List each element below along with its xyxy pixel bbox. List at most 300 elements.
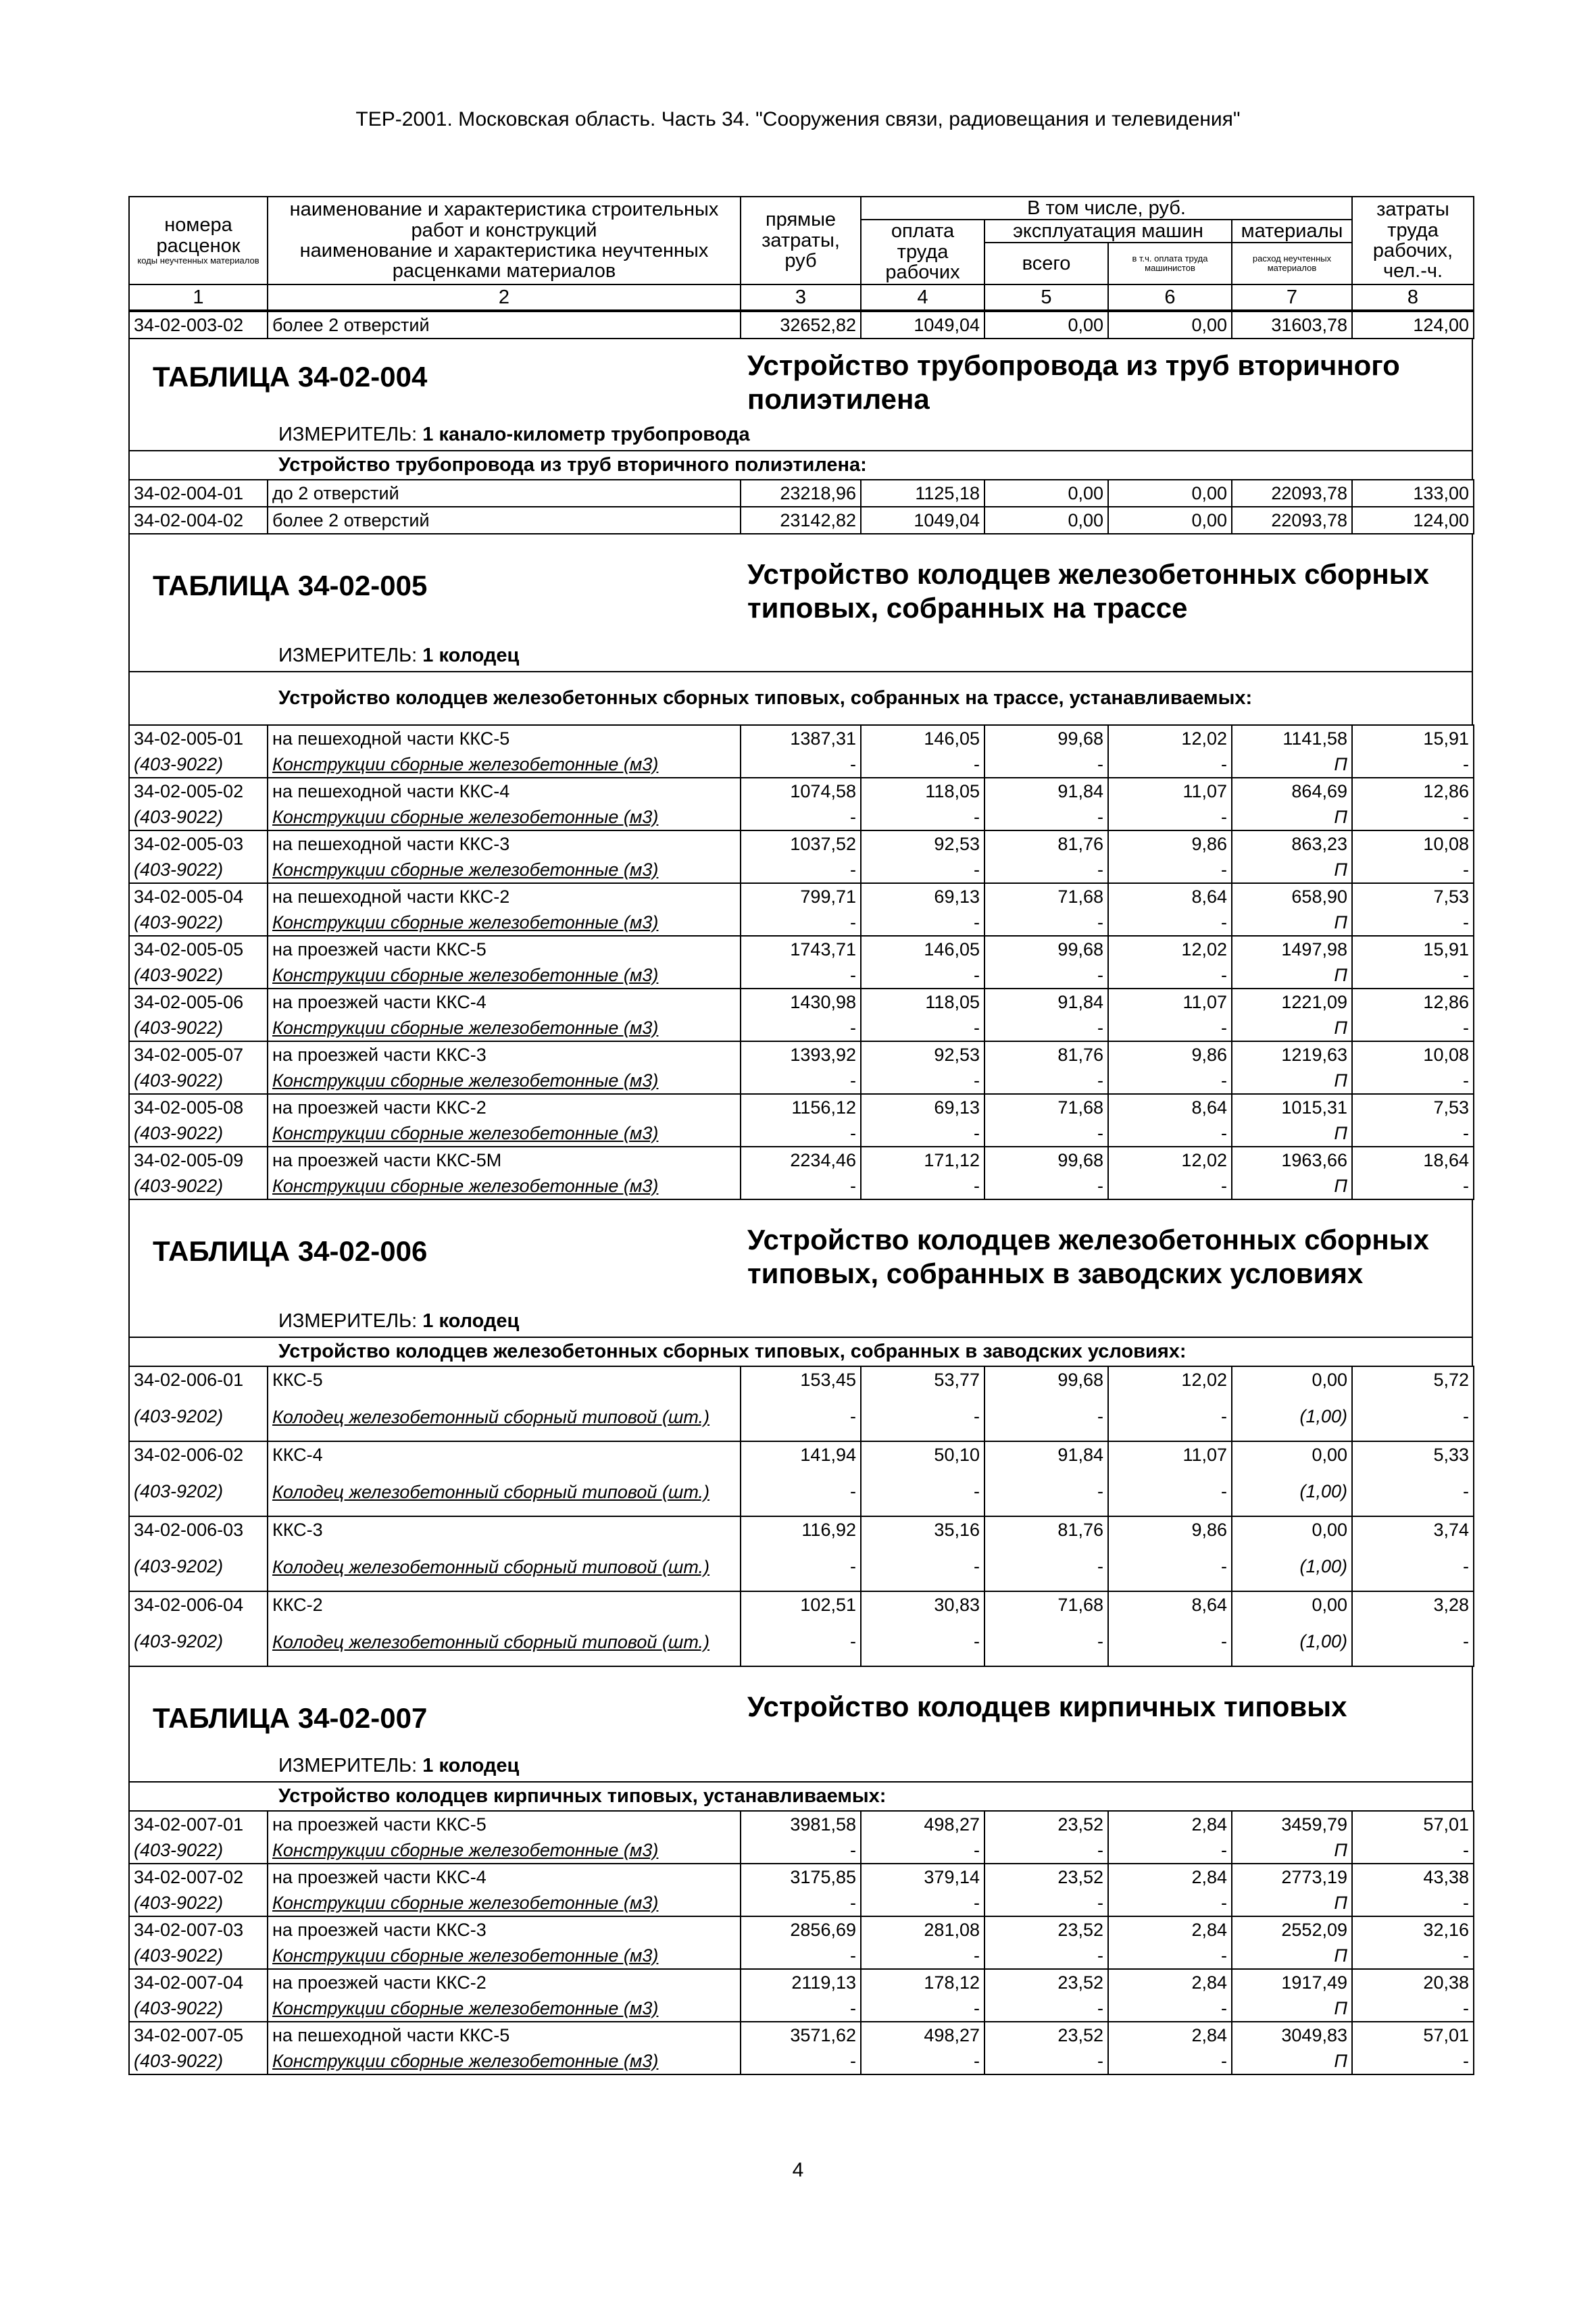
table-cell: - (1352, 1173, 1474, 1199)
rows-34-02-005 (128, 724, 1474, 1200)
table-cell: на проезжей части ККС-4 (268, 1864, 741, 1890)
price-sheet (128, 196, 1473, 2075)
table-cell: - (1352, 1943, 1474, 1969)
table-row (129, 830, 1474, 857)
table-cell: 2,84 (1108, 1969, 1232, 1995)
sub-row (129, 1393, 1474, 1441)
table-cell: - (984, 857, 1108, 883)
table-cell: ККС-3 (268, 1516, 741, 1543)
table-cell: - (1108, 1468, 1232, 1516)
table-cell: Колодец железобетонный сборный типовой (шт.) (268, 1618, 741, 1666)
table-cell: 0,00 (1108, 507, 1232, 534)
col-num: 6 (1108, 284, 1232, 310)
table-title: Устройство колодцев кирпичных типовых (747, 1691, 1347, 1723)
table-cell: 0,00 (1232, 1516, 1352, 1543)
col-num: 1 (129, 284, 268, 310)
table-cell: - (984, 751, 1108, 778)
table-cell: - (741, 1618, 861, 1666)
table-cell: 23,52 (984, 1916, 1108, 1943)
table-cell: 9,86 (1108, 1041, 1232, 1068)
sub-row (129, 1995, 1474, 2022)
table-cell: 34-02-005-05 (129, 936, 268, 962)
table-cell: ККС-2 (268, 1591, 741, 1618)
table-cell: 71,68 (984, 1591, 1108, 1618)
table-cell: - (1352, 1543, 1474, 1591)
table-cell: - (741, 962, 861, 989)
table-cell: П (1232, 1015, 1352, 1041)
header-machines-total: всего (984, 243, 1108, 284)
table-cell: 1497,98 (1232, 936, 1352, 962)
table-cell: П (1232, 2048, 1352, 2074)
table-cell: - (1352, 751, 1474, 778)
table-cell: Конструкции сборные железобетонные (м3) (268, 804, 741, 830)
table-cell: П (1232, 1173, 1352, 1199)
sub-row (129, 1120, 1474, 1147)
table-cell: - (984, 1068, 1108, 1094)
table-cell: 23,52 (984, 1969, 1108, 1995)
table-cell: 34-02-006-03 (129, 1516, 268, 1543)
table-cell: 22093,78 (1232, 480, 1352, 507)
table-cell: 2119,13 (741, 1969, 861, 1995)
table-cell: - (1352, 857, 1474, 883)
table-cell: 34-02-005-06 (129, 989, 268, 1015)
table-cell: 10,08 (1352, 1041, 1474, 1068)
table-cell: 92,53 (861, 830, 984, 857)
table-cell: 1125,18 (861, 480, 984, 507)
table-cell: - (1108, 910, 1232, 936)
table-cell: Конструкции сборные железобетонные (м3) (268, 962, 741, 989)
table-cell: 34-02-006-01 (129, 1366, 268, 1393)
table-cell: - (984, 1120, 1108, 1147)
table-cell: 12,86 (1352, 778, 1474, 804)
table-cell: 12,02 (1108, 936, 1232, 962)
table-cell: - (984, 1943, 1108, 1969)
table-cell: - (861, 1618, 984, 1666)
table-cell: 8,64 (1108, 1094, 1232, 1120)
table-cell: 1430,98 (741, 989, 861, 1015)
table-row (129, 1864, 1474, 1890)
table-34-02-007 (128, 1667, 1473, 1810)
table-cell: (1,00) (1232, 1543, 1352, 1591)
meter: ИЗМЕРИТЕЛЬ: 1 колодец (278, 1755, 520, 1777)
rows-34-02-007 (128, 1810, 1474, 2075)
table-cell: 118,05 (861, 989, 984, 1015)
table-cell: (403-9022) (129, 804, 268, 830)
table-cell: 864,69 (1232, 778, 1352, 804)
table-row (129, 480, 1474, 507)
col-num: 5 (984, 284, 1108, 310)
table-cell: на проезжей части ККС-5М (268, 1147, 741, 1173)
table-cell: 2773,19 (1232, 1864, 1352, 1890)
table-cell: 799,71 (741, 883, 861, 910)
table-cell: (403-9022) (129, 1068, 268, 1094)
table-cell: 0,00 (984, 480, 1108, 507)
table-cell: П (1232, 804, 1352, 830)
table-title: Устройство колодцев железобетонных сборных типовых, собранных в заводских условиях (747, 1224, 1429, 1289)
sub-row (129, 1468, 1474, 1516)
table-cell: 23142,82 (741, 507, 861, 534)
table-cell: на проезжей части ККС-4 (268, 989, 741, 1015)
table-cell: - (1108, 2048, 1232, 2074)
table-cell: - (1352, 1393, 1474, 1441)
table-cell: - (1352, 1015, 1474, 1041)
table-cell: 81,76 (984, 1041, 1108, 1068)
table-cell: - (861, 1393, 984, 1441)
table-cell: - (741, 1890, 861, 1916)
table-cell: 69,13 (861, 1094, 984, 1120)
table-cell: 281,08 (861, 1916, 984, 1943)
table-cell: Конструкции сборные железобетонные (м3) (268, 1173, 741, 1199)
table-cell: 153,45 (741, 1366, 861, 1393)
table-cell: - (741, 751, 861, 778)
table-cell: Конструкции сборные железобетонные (м3) (268, 1120, 741, 1147)
table-cell: - (861, 1890, 984, 1916)
col-num: 4 (861, 284, 984, 310)
table-cell: - (1352, 1068, 1474, 1094)
table-cell: 35,16 (861, 1516, 984, 1543)
table-cell: 34-02-006-04 (129, 1591, 268, 1618)
table-cell: - (741, 2048, 861, 2074)
header-machines: эксплуатация машин (984, 220, 1232, 243)
table-cell: 34-02-004-01 (129, 480, 268, 507)
table-cell: 2,84 (1108, 2022, 1232, 2048)
table-cell: 3459,79 (1232, 1811, 1352, 1837)
table-cell: - (1352, 1890, 1474, 1916)
table-cell: П (1232, 857, 1352, 883)
table-cell: - (741, 910, 861, 936)
table-cell: - (984, 1890, 1108, 1916)
carry-row-table (128, 311, 1474, 339)
table-cell: 0,00 (1232, 1591, 1352, 1618)
table-cell: Колодец железобетонный сборный типовой (шт.) (268, 1393, 741, 1441)
table-cell: 57,01 (1352, 1811, 1474, 1837)
table-cell: на пешеходной части ККС-2 (268, 883, 741, 910)
document-header: ТЕР-2001. Московская область. Часть 34. "Сооружения связи, радиовещания и телевидения" (355, 108, 1241, 130)
table-cell: - (861, 804, 984, 830)
table-cell: 12,02 (1108, 1147, 1232, 1173)
table-cell: (403-9022) (129, 1890, 268, 1916)
table-cell: - (984, 2048, 1108, 2074)
table-cell: (403-9022) (129, 1015, 268, 1041)
table-cell: П (1232, 1890, 1352, 1916)
table-cell: на пешеходной части ККС-5 (268, 725, 741, 751)
header-codes: номера расценок коды неучтенных материалов (129, 197, 268, 284)
table-cell: 102,51 (741, 1591, 861, 1618)
table-cell: 57,01 (1352, 2022, 1474, 2048)
table-cell: - (984, 1468, 1108, 1516)
table-cell: 12,86 (1352, 989, 1474, 1015)
table-cell: - (741, 1468, 861, 1516)
table-cell: 1221,09 (1232, 989, 1352, 1015)
table-cell: П (1232, 910, 1352, 936)
table-cell: на проезжей части ККС-5 (268, 1811, 741, 1837)
table-cell: - (861, 751, 984, 778)
table-cell: - (861, 962, 984, 989)
table-cell: Конструкции сборные железобетонные (м3) (268, 751, 741, 778)
table-cell: - (741, 1837, 861, 1864)
table-cell: 53,77 (861, 1366, 984, 1393)
table-cell: - (1108, 1837, 1232, 1864)
col-num: 8 (1352, 284, 1474, 310)
table-cell: - (1352, 1468, 1474, 1516)
table-cell: на проезжей части ККС-2 (268, 1094, 741, 1120)
rows-34-02-006 (128, 1366, 1474, 1667)
table-cell: 146,05 (861, 725, 984, 751)
table-cell: 1743,71 (741, 936, 861, 962)
table-cell: - (1352, 910, 1474, 936)
table-cell: - (1352, 2048, 1474, 2074)
table-cell: - (861, 1943, 984, 1969)
table-row (129, 989, 1474, 1015)
table-cell: 50,10 (861, 1441, 984, 1468)
table-row (129, 778, 1474, 804)
table-cell: (403-9022) (129, 910, 268, 936)
table-cell: на проезжей части ККС-3 (268, 1041, 741, 1068)
table-cell: - (1108, 1015, 1232, 1041)
table-cell: 34-02-007-04 (129, 1969, 268, 1995)
table-cell: 43,38 (1352, 1864, 1474, 1890)
table-cell: 11,07 (1108, 989, 1232, 1015)
table-cell: Колодец железобетонный сборный типовой (шт.) (268, 1543, 741, 1591)
table-cell: - (984, 910, 1108, 936)
table-cell: на пешеходной части ККС-3 (268, 830, 741, 857)
header-direct-costs: прямые затраты, руб (741, 197, 861, 284)
table-cell: 2856,69 (741, 1916, 861, 1943)
table-label: ТАБЛИЦА 34-02-007 (153, 1702, 428, 1735)
table-cell: 133,00 (1352, 480, 1474, 507)
table-cell: 3,74 (1352, 1516, 1474, 1543)
table-cell: 2234,46 (741, 1147, 861, 1173)
table-cell: П (1232, 1943, 1352, 1969)
table-cell: на проезжей части ККС-2 (268, 1969, 741, 1995)
table-cell: 69,13 (861, 883, 984, 910)
table-cell: - (861, 1543, 984, 1591)
table-cell: 1393,92 (741, 1041, 861, 1068)
table-cell: - (1108, 1618, 1232, 1666)
table-cell: ККС-4 (268, 1441, 741, 1468)
table-cell: 23,52 (984, 1864, 1108, 1890)
table-cell: 10,08 (1352, 830, 1474, 857)
table-cell: 20,38 (1352, 1969, 1474, 1995)
sub-row (129, 1618, 1474, 1666)
table-cell: (403-9202) (129, 1393, 268, 1441)
table-cell: 34-02-007-01 (129, 1811, 268, 1837)
table-cell: 5,72 (1352, 1366, 1474, 1393)
table-cell: 11,07 (1108, 1441, 1232, 1468)
table-cell: 34-02-005-07 (129, 1041, 268, 1068)
table-cell: 2,84 (1108, 1811, 1232, 1837)
table-cell: 3571,62 (741, 2022, 861, 2048)
table-cell: 34-02-005-08 (129, 1094, 268, 1120)
meter: ИЗМЕРИТЕЛЬ: 1 канало-километр трубопровода (278, 424, 750, 446)
table-cell: 1963,66 (1232, 1147, 1352, 1173)
table-cell: 0,00 (1108, 480, 1232, 507)
table-cell: - (1108, 1393, 1232, 1441)
table-cell: (403-9022) (129, 751, 268, 778)
table-cell: Конструкции сборные железобетонные (м3) (268, 857, 741, 883)
table-cell: 5,33 (1352, 1441, 1474, 1468)
rows-34-02-004 (128, 479, 1474, 534)
table-cell: на пешеходной части ККС-5 (268, 2022, 741, 2048)
table-cell: - (861, 1468, 984, 1516)
table-cell: 116,92 (741, 1516, 861, 1543)
table-row (129, 1591, 1474, 1618)
table-cell: - (1108, 962, 1232, 989)
table-row (129, 725, 1474, 751)
table-cell: П (1232, 1068, 1352, 1094)
meter: ИЗМЕРИТЕЛЬ: 1 колодец (278, 645, 520, 667)
table-cell: 1387,31 (741, 725, 861, 751)
table-cell: 0,00 (1232, 1366, 1352, 1393)
sub-row (129, 1173, 1474, 1199)
table-cell: 99,68 (984, 936, 1108, 962)
table-cell: - (1108, 1173, 1232, 1199)
table-cell: 9,86 (1108, 1516, 1232, 1543)
table-cell: 3049,83 (1232, 2022, 1352, 2048)
table-cell: 34-02-006-02 (129, 1441, 268, 1468)
table-cell: 34-02-005-01 (129, 725, 268, 751)
table-cell: 863,23 (1232, 830, 1352, 857)
table-cell: 34-02-005-09 (129, 1147, 268, 1173)
table-cell: (403-9022) (129, 1995, 268, 2022)
table-cell: 34-02-007-02 (129, 1864, 268, 1890)
table-cell: Конструкции сборные железобетонные (м3) (268, 2048, 741, 2074)
table-cell: - (861, 1015, 984, 1041)
table-row (129, 1041, 1474, 1068)
table-cell: 1141,58 (1232, 725, 1352, 751)
sub-row (129, 804, 1474, 830)
table-cell: 81,76 (984, 1516, 1108, 1543)
table-cell: - (984, 1015, 1108, 1041)
table-cell: 8,64 (1108, 1591, 1232, 1618)
table-cell: Конструкции сборные железобетонные (м3) (268, 1995, 741, 2022)
table-label: ТАБЛИЦА 34-02-004 (153, 361, 428, 393)
table-cell: - (1108, 1995, 1232, 2022)
table-cell: 12,02 (1108, 1366, 1232, 1393)
table-cell: 7,53 (1352, 1094, 1474, 1120)
table-cell: - (1108, 1543, 1232, 1591)
table-cell: - (984, 1618, 1108, 1666)
table-cell: 178,12 (861, 1969, 984, 1995)
table-cell: 1049,04 (861, 507, 984, 534)
table-cell: 1037,52 (741, 830, 861, 857)
table-row: 34-02-003-02 более 2 отверстий 32652,82 1049,04 0,00 0,00 31603,78 124,00 (129, 312, 1474, 339)
table-cell: - (741, 1068, 861, 1094)
table-row (129, 1147, 1474, 1173)
table-cell: - (1108, 804, 1232, 830)
table-row (129, 2022, 1474, 2048)
table-cell: П (1232, 1120, 1352, 1147)
sub-row (129, 1543, 1474, 1591)
table-cell: - (1352, 1618, 1474, 1666)
table-cell: 3175,85 (741, 1864, 861, 1890)
table-cell: (403-9022) (129, 1120, 268, 1147)
table-cell: (403-9202) (129, 1543, 268, 1591)
table-label: ТАБЛИЦА 34-02-006 (153, 1235, 428, 1268)
table-cell: (403-9022) (129, 1837, 268, 1864)
table-row (129, 1969, 1474, 1995)
table-cell: 8,64 (1108, 883, 1232, 910)
page-number: 4 (792, 2159, 804, 2181)
sub-row (129, 1890, 1474, 1916)
table-cell: 3,28 (1352, 1591, 1474, 1618)
header-including: В том числе, руб. (861, 197, 1352, 220)
sub-row (129, 1015, 1474, 1041)
table-cell: 124,00 (1352, 507, 1474, 534)
table-title: Устройство колодцев железобетонных сборных типовых, собранных на трассе (747, 558, 1429, 624)
table-cell: более 2 отверстий (268, 507, 741, 534)
table-cell: - (861, 1995, 984, 2022)
table-row (129, 936, 1474, 962)
table-cell: 34-02-005-04 (129, 883, 268, 910)
table-34-02-004 (128, 339, 1473, 479)
table-cell: - (1108, 1890, 1232, 1916)
table-cell: (1,00) (1232, 1393, 1352, 1441)
table-cell: Конструкции сборные железобетонные (м3) (268, 910, 741, 936)
meter: ИЗМЕРИТЕЛЬ: 1 колодец (278, 1310, 520, 1333)
header-unaccounted-materials: расход неучтенных материалов (1232, 243, 1352, 284)
table-cell: 99,68 (984, 725, 1108, 751)
table-34-02-006 (128, 1200, 1473, 1366)
sub-row (129, 2048, 1474, 2074)
header-name: наименование и характеристика строительных работ и конструкций наименование и характеристика неучтенных расценками материалов (268, 197, 741, 284)
table-title: Устройство трубопровода из труб вторичного полиэтилена (747, 349, 1400, 415)
table-cell: (403-9022) (129, 2048, 268, 2074)
table-cell: - (1352, 1995, 1474, 2022)
col-num: 2 (268, 284, 741, 310)
table-cell: - (741, 857, 861, 883)
table-cell: - (1352, 962, 1474, 989)
table-row (129, 1366, 1474, 1393)
table-cell: - (861, 1068, 984, 1094)
table-cell: - (984, 804, 1108, 830)
table-cell: 1015,31 (1232, 1094, 1352, 1120)
table-cell: П (1232, 1995, 1352, 2022)
table-cell: 81,76 (984, 830, 1108, 857)
table-cell: 99,68 (984, 1147, 1108, 1173)
header-materials: материалы (1232, 220, 1352, 243)
table-cell: 118,05 (861, 778, 984, 804)
table-cell: 23,52 (984, 2022, 1108, 2048)
table-cell: 146,05 (861, 936, 984, 962)
table-cell: (1,00) (1232, 1618, 1352, 1666)
table-cell: (403-9202) (129, 1618, 268, 1666)
sub-row (129, 1068, 1474, 1094)
table-cell: - (861, 2048, 984, 2074)
table-label: ТАБЛИЦА 34-02-005 (153, 570, 428, 602)
table-cell: (403-9022) (129, 1943, 268, 1969)
table-cell: Конструкции сборные железобетонные (м3) (268, 1943, 741, 1969)
table-cell: - (984, 1173, 1108, 1199)
table-cell: - (861, 1837, 984, 1864)
table-cell: 0,00 (984, 507, 1108, 534)
table-cell: 1219,63 (1232, 1041, 1352, 1068)
header-machinist-wages: в т.ч. оплата труда машинистов (1108, 243, 1232, 284)
sub-row (129, 910, 1474, 936)
table-cell: 91,84 (984, 989, 1108, 1015)
table-cell: - (861, 857, 984, 883)
table-cell: - (741, 1943, 861, 1969)
sub-row (129, 1943, 1474, 1969)
col-num: 3 (741, 284, 861, 310)
table-cell: 9,86 (1108, 830, 1232, 857)
table-cell: 71,68 (984, 883, 1108, 910)
table-cell: 11,07 (1108, 778, 1232, 804)
table-cell: - (741, 1995, 861, 2022)
table-cell: 34-02-004-02 (129, 507, 268, 534)
table-cell: 3981,58 (741, 1811, 861, 1837)
table-cell: 2,84 (1108, 1916, 1232, 1943)
